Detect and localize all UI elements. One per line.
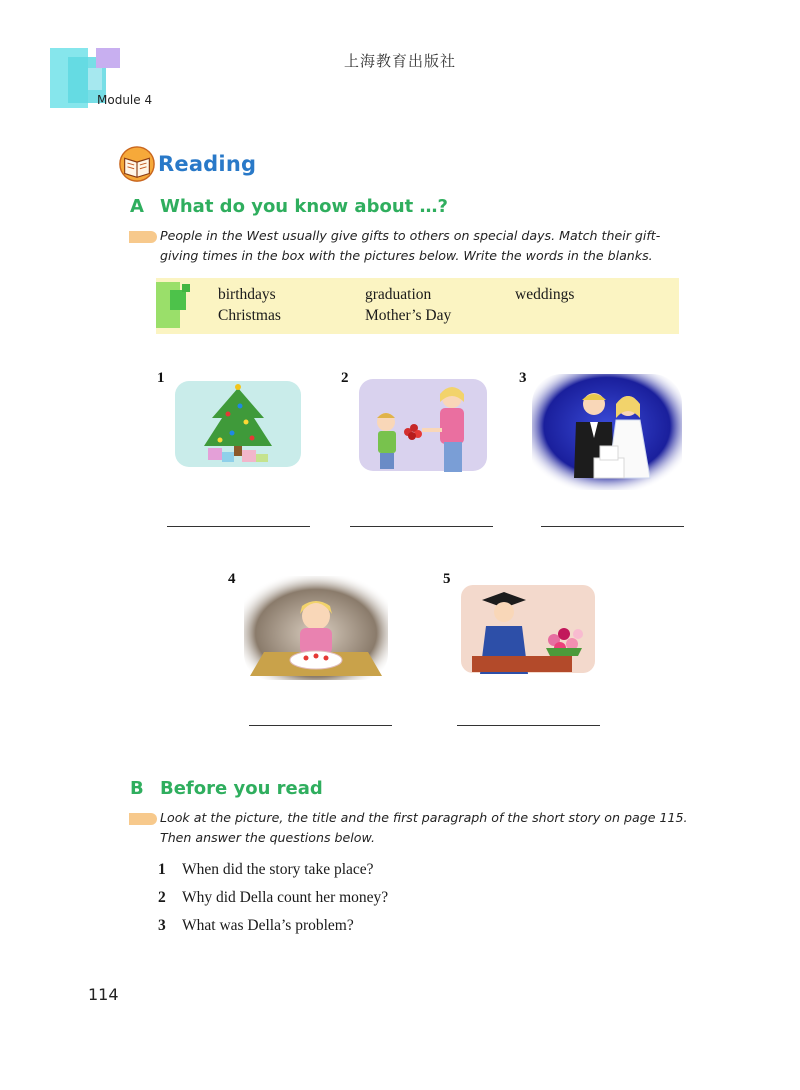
answer-blank[interactable] — [249, 725, 392, 726]
question-number: 1 — [158, 861, 166, 878]
picture-number: 3 — [519, 370, 527, 386]
answer-blank[interactable] — [350, 526, 493, 527]
picture-number: 2 — [341, 370, 349, 386]
word-option: Mother’s Day — [365, 307, 452, 324]
section-a-instruction-line1: People in the West usually give gifts to others on special days. Match their gift- — [160, 228, 661, 243]
picture-number: 5 — [443, 571, 451, 587]
section-b-instruction-line2: Then answer the questions below. — [160, 830, 375, 845]
word-option: Christmas — [218, 307, 281, 324]
section-a-heading — [130, 196, 448, 217]
graduation-picture — [458, 582, 598, 676]
question-text: When did the story take place? — [182, 861, 374, 878]
open-book-icon — [118, 145, 156, 183]
instruction-tag-b — [129, 813, 157, 825]
mothers-day-picture — [356, 376, 490, 474]
reading-title: Reading — [158, 152, 257, 176]
page-number: 114 — [88, 985, 119, 1004]
question-number: 2 — [158, 889, 166, 906]
section-b-letter: B — [130, 778, 144, 799]
section-b-title: Before you read — [160, 778, 323, 799]
publisher-name: 上海教育出版社 — [343, 52, 456, 70]
birthday-picture — [244, 576, 388, 680]
section-b-heading — [130, 778, 323, 799]
answer-blank[interactable] — [541, 526, 684, 527]
word-option: weddings — [515, 286, 575, 303]
word-option: birthdays — [218, 286, 276, 303]
module-label: Module 4 — [97, 93, 153, 107]
answer-blank[interactable] — [167, 526, 310, 527]
section-b-instruction-line1: Look at the picture, the title and the first paragraph of the short story on page 115. — [160, 810, 688, 825]
picture-number: 4 — [228, 571, 236, 587]
section-a-instruction-line2: giving times in the box with the pictures below. Write the words in the blanks. — [160, 248, 653, 263]
question-text: Why did Della count her money? — [182, 889, 389, 906]
section-b-instruction — [160, 808, 687, 848]
christmas-tree-picture — [172, 378, 304, 470]
wedding-picture — [532, 374, 682, 490]
picture-number: 1 — [157, 370, 165, 386]
word-box — [156, 278, 679, 334]
instruction-tag-a — [129, 231, 157, 243]
section-a-instruction — [160, 226, 660, 266]
question-number: 3 — [158, 917, 166, 934]
section-a-title: What do you know about …? — [160, 196, 448, 217]
section-a-letter: A — [130, 196, 144, 217]
word-option: graduation — [365, 286, 432, 303]
answer-blank[interactable] — [457, 725, 600, 726]
question-text: What was Della’s problem? — [182, 917, 354, 934]
